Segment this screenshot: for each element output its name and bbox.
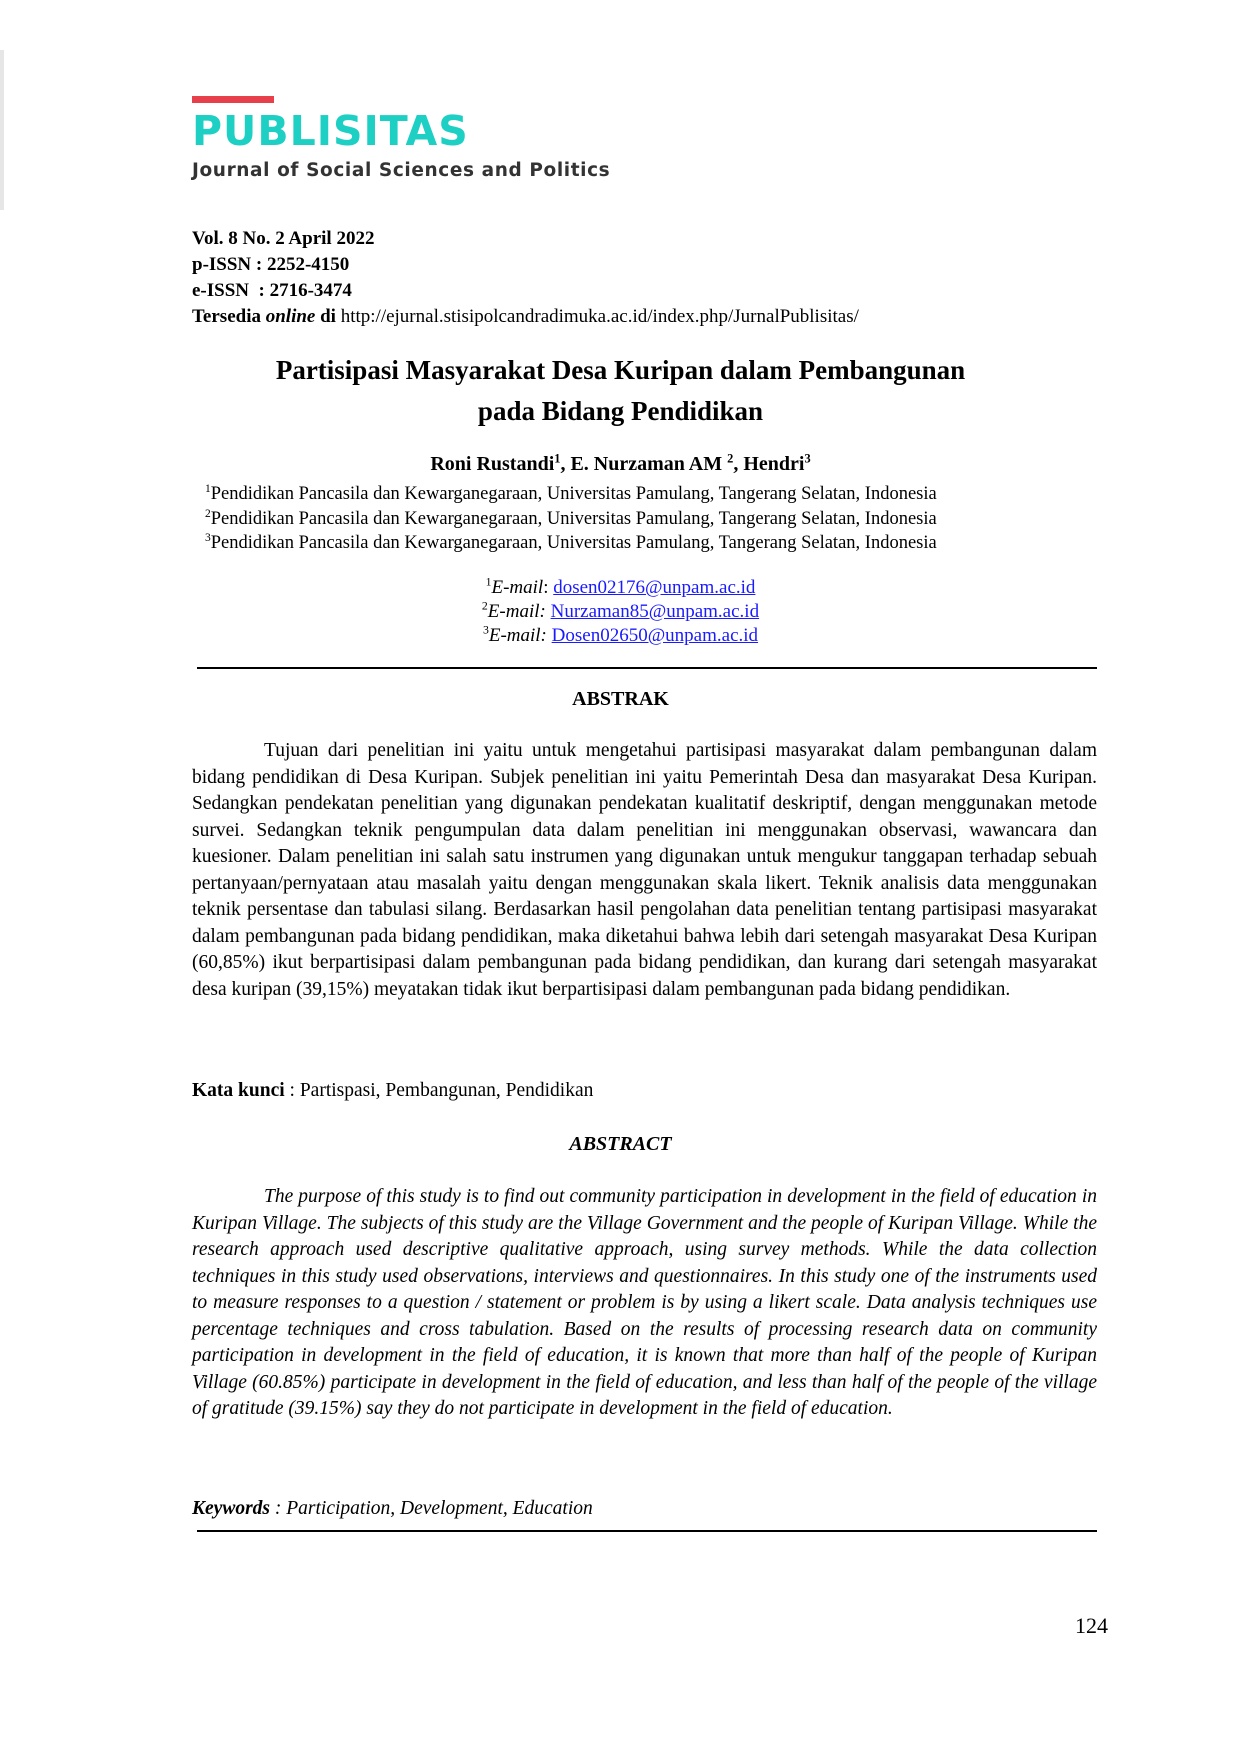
abstrak-heading: ABSTRAK bbox=[572, 688, 669, 710]
availability-line bbox=[192, 304, 859, 330]
kata-kunci-label: Kata kunci bbox=[192, 1080, 285, 1101]
page-number: 124 bbox=[1075, 1613, 1108, 1638]
available-label: Tersedia bbox=[192, 306, 261, 327]
author-2: E. Nurzaman AM bbox=[570, 453, 728, 475]
email-2 bbox=[0, 600, 1241, 624]
email-3 bbox=[0, 624, 1241, 648]
logo-subtitle: Journal of Social Sciences and Politics bbox=[192, 160, 611, 181]
author-2-sup: 2 bbox=[727, 451, 734, 466]
title-line-1: Partisipasi Masyarakat Desa Kuripan dalam Pembangunan bbox=[275, 355, 966, 385]
top-divider bbox=[197, 667, 1097, 669]
email-1-sup: 1 bbox=[485, 575, 492, 589]
affiliation-3-text: Pendidikan Pancasila dan Kewarganegaraan, Universitas Pamulang, Tangerang Selatan, Indonesia bbox=[210, 533, 937, 553]
author-list bbox=[0, 453, 1241, 476]
email-1-sep: : bbox=[543, 577, 554, 598]
journal-url[interactable]: http://ejurnal.stisipolcandradimuka.ac.id/index.php/JurnalPublisitas/ bbox=[340, 306, 859, 327]
abstrak-body: Tujuan dari penelitian ini yaitu untuk mengetahui partisipasi masyarakat dalam pembangunan dalam bidang pendidikan di Desa Kuripan. Subjek penelitian ini yaitu Pemerintah Desa dan masyarakat Desa Kuripan. Sedangkan pendekatan penelitian yang digunakan pendekatan kualitatif deskriptif, dengan menggunakan metode survei. Sedangkan teknik pengumpulan data dalam penelitian ini menggunakan observasi, wawancara dan kuesioner. Dalam penelitian ini salah satu instrumen yang digunakan untuk mengukur tanggapan terhadap sebuah pertanyaan/pernyataan atau masalah yaitu dengan menggunakan skala likert. Teknik analisis data menggunakan teknik persentase dan tabulasi silang. Berdasarkan hasil pengolahan data penelitian tentang partisipasi masyarakat dalam pembangunan pada bidang pendidikan, maka diketahui bahwa lebih dari setengah masyarakat Desa Kuripan (60,85%) ikut berpartisipasi dalam pembangunan pada bidang pendidikan, dan kurang dari setengah masyarakat desa kuripan (39,15%) meyatakan tidak ikut berpartisipasi dalam pembangunan pada bidang pendidikan. bbox=[192, 740, 1097, 1000]
keywords-label: Keywords bbox=[192, 1498, 270, 1519]
p-issn: p-ISSN : 2252-4150 bbox=[192, 254, 350, 275]
e-issn: e-ISSN : 2716-3474 bbox=[192, 280, 352, 301]
email-1-link[interactable]: dosen02176@unpam.ac.id bbox=[553, 577, 756, 598]
email-1 bbox=[0, 576, 1241, 600]
affiliation-1-sup: 1 bbox=[205, 482, 211, 495]
publication-meta bbox=[192, 226, 859, 330]
abstrak-keywords bbox=[192, 1080, 593, 1102]
logo-accent-bar bbox=[192, 96, 274, 103]
author-1-sup: 1 bbox=[554, 451, 561, 466]
affiliations bbox=[205, 482, 937, 556]
volume-issue: Vol. 8 No. 2 April 2022 bbox=[192, 228, 375, 249]
author-1: Roni Rustandi bbox=[430, 453, 555, 475]
author-sep-2: , bbox=[733, 453, 744, 475]
affiliation-3-sup: 3 bbox=[205, 531, 211, 544]
email-3-sup: 3 bbox=[482, 623, 489, 637]
abstract-keywords bbox=[192, 1498, 593, 1520]
affiliation-1-text: Pendidikan Pancasila dan Kewarganegaraan, Universitas Pamulang, Tangerang Selatan, Indonesia bbox=[210, 484, 937, 504]
affiliation-3 bbox=[205, 531, 937, 556]
affiliation-2 bbox=[205, 507, 937, 532]
affiliation-1 bbox=[205, 482, 937, 507]
bottom-divider bbox=[197, 1530, 1097, 1532]
abstract-heading: ABSTRACT bbox=[569, 1133, 672, 1155]
email-1-label: E-mail bbox=[491, 577, 544, 598]
email-list bbox=[0, 576, 1241, 648]
paper-title bbox=[0, 350, 1241, 432]
abstract-body: The purpose of this study is to find out community participation in development in the field of education in Kuripan Village. The subjects of this study are the Village Government and the people of Kuripan Village. While the research approach used descriptive qualitative approach, using survey methods. While the data collection techniques in this study used observations, interviews and questionnaires. In this study one of the instruments used to measure responses to a question / statement or problem is by using a likert scale. Data analysis techniques use percentage techniques and cross tabulation. Based on the results of processing research data on community participation in development in the field of education, it is known that more than half of the people of Kuripan Village (60.85%) participate in development in the field of education, and less than half of the people of the village of gratitude (39.15%) say they do not participate in development in the field of education. bbox=[192, 1186, 1097, 1419]
email-3-label: E-mail: bbox=[488, 625, 547, 646]
author-3: Hendri bbox=[743, 453, 805, 475]
available-di: di bbox=[320, 306, 336, 327]
author-3-sup: 3 bbox=[804, 451, 811, 466]
journal-logo bbox=[192, 96, 610, 181]
affiliation-2-sup: 2 bbox=[205, 507, 211, 520]
page-edge-mark bbox=[0, 50, 4, 210]
author-sep-1: , bbox=[560, 453, 571, 475]
title-line-2: pada Bidang Pendidikan bbox=[477, 396, 764, 426]
email-3-link[interactable]: Dosen02650@unpam.ac.id bbox=[551, 625, 759, 646]
email-2-link[interactable]: Nurzaman85@unpam.ac.id bbox=[550, 601, 760, 622]
available-online: online bbox=[265, 306, 316, 327]
affiliation-2-text: Pendidikan Pancasila dan Kewarganegaraan, Universitas Pamulang, Tangerang Selatan, Indonesia bbox=[210, 508, 937, 529]
kata-kunci-values: : Partispasi, Pembangunan, Pendidikan bbox=[284, 1080, 594, 1101]
logo-wordmark: PUBLISITAS bbox=[192, 107, 469, 155]
email-2-label: E-mail: bbox=[487, 601, 546, 622]
email-2-sup: 2 bbox=[481, 599, 488, 613]
keywords-values: : Participation, Development, Education bbox=[270, 1498, 593, 1519]
